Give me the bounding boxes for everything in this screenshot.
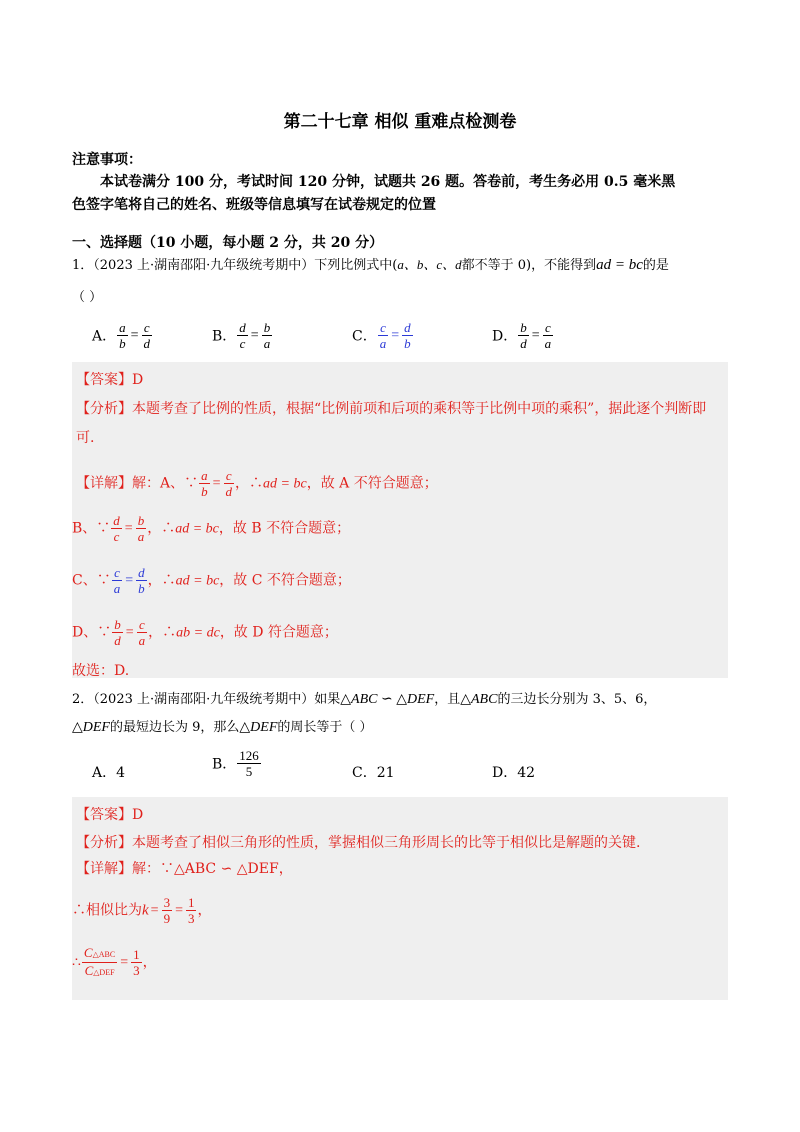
q2-option-a[interactable]	[92, 762, 125, 782]
q2-option-c[interactable]	[352, 762, 395, 782]
q2-detail	[76, 859, 293, 879]
therefore-sign: ，∴	[235, 475, 264, 492]
option-label: D．	[492, 765, 518, 781]
c-sub: △DEF	[93, 968, 115, 977]
therefore-sign: ∴	[72, 954, 81, 971]
option-label: A．	[92, 328, 117, 345]
row-prefix: B、	[72, 520, 97, 537]
q2-number: 2．	[72, 692, 94, 707]
q1-stem-b: 都不等于 0)，不能得到	[461, 258, 597, 273]
frac-num: c	[545, 320, 551, 335]
frac-den: 9	[163, 911, 171, 926]
option-label: D．	[492, 328, 518, 345]
row-prefix: D、	[72, 624, 98, 641]
frac-den: a	[379, 336, 387, 351]
c-symbol: C	[84, 963, 94, 978]
detail-intro: 解：A、∵	[132, 475, 199, 492]
row-tail: ，故 A 不符合题意；	[306, 475, 438, 492]
q1-option-b[interactable]	[212, 320, 273, 351]
q2-sim: △ABC ∽ △DEF	[340, 692, 435, 707]
notes-line2: 色签字笔将自己的姓名、班级等信息填写在试卷规定的位置	[72, 197, 436, 213]
detail-text: 解：∵△ABC ∽ △DEF，	[132, 861, 293, 877]
q2-stem	[72, 690, 656, 710]
frac-num: 1	[187, 895, 195, 910]
option-label: B．	[212, 328, 237, 345]
q2-analysis	[76, 833, 640, 853]
notes-heading: 注意事项：	[72, 152, 142, 168]
q1-conclusion: 故选：D.	[72, 663, 130, 679]
frac-num: c	[143, 320, 150, 335]
frac-num: c	[380, 320, 386, 335]
frac-den: d	[225, 484, 233, 499]
frac-den: a	[544, 336, 552, 351]
q1-vars: a、b、c、d	[397, 257, 462, 272]
eq-sign: =	[391, 327, 400, 343]
eq-sign: =	[250, 327, 259, 343]
detail-tag: 【详解】	[76, 861, 132, 877]
q2-paren: （ ）	[342, 720, 373, 735]
q1-source: （2023 上·湖南邵阳·九年级统考期中）	[93, 258, 315, 273]
q2-tri-def: △DEF	[72, 720, 110, 735]
frac-num: a	[201, 468, 208, 483]
frac-num: c	[225, 468, 232, 483]
q1-analysis	[76, 399, 706, 419]
q2-stem-e: 的周长等于	[277, 720, 343, 735]
c-sub: △ABC	[92, 950, 116, 959]
q2-option-b[interactable]	[212, 748, 262, 779]
eq-sign: =	[125, 572, 134, 588]
frac-den: a	[138, 633, 146, 648]
frac-num: b	[137, 513, 145, 528]
row-tail: ，故 B 不符合题意；	[218, 520, 351, 537]
frac-den: 3	[133, 963, 140, 978]
row-result: ad = bc	[175, 573, 220, 589]
q1-target: ad = bc	[596, 257, 643, 273]
q2-tri-abc: △ABC	[460, 692, 498, 707]
q1-paren: （ ）	[72, 290, 103, 305]
q2-tri-def: △DEF	[239, 720, 278, 735]
q2-stem-line2	[72, 718, 373, 738]
frac-num: b	[263, 320, 271, 335]
row-prefix: C、	[72, 572, 97, 589]
frac-den: a	[137, 529, 145, 544]
eq-sign: =	[212, 475, 221, 491]
frac-num: 3	[163, 895, 171, 910]
because-sign: ∵	[97, 624, 112, 641]
option-text: 4	[116, 765, 126, 781]
comma: ，	[197, 902, 212, 919]
q1-option-a[interactable]	[92, 320, 153, 351]
q2-perimeter-row: ∴ $\frac{\text{C△ABC}}{\text{C△DEF}}$ = $\frac{1}{3}$ ，	[72, 945, 157, 978]
c-symbol: C	[83, 945, 93, 960]
option-label: A．	[92, 765, 117, 781]
q2-stem-a: 如果	[314, 692, 341, 707]
frac-num: d	[404, 320, 411, 335]
q2-ratio-row: ∴相似比为k = $\frac{3}{9}$ = $\frac{1}{3}$ ，	[72, 895, 212, 926]
q1-stem-a: 下列比例式中(	[314, 258, 398, 273]
frac-num: b	[114, 617, 121, 632]
therefore-sign: ，∴	[148, 624, 177, 641]
q2-answer	[76, 805, 143, 825]
eq-sign: =	[125, 624, 134, 640]
analysis-tag: 【分析】	[76, 835, 132, 851]
q1-option-c[interactable]	[352, 320, 414, 351]
frac-num: 126	[239, 748, 259, 763]
frac-den: b	[119, 336, 126, 351]
q1-detail-row-a	[76, 468, 438, 499]
frac-den: a	[113, 581, 121, 596]
row-tail: ，故 C 不符合题意；	[219, 572, 351, 589]
row-result: ad = bc	[175, 521, 219, 537]
q1-option-d[interactable]	[492, 320, 554, 351]
therefore-sign: ，∴	[147, 520, 176, 537]
answer-tag: 【答案】	[76, 372, 132, 388]
frac-den: 3	[187, 911, 195, 926]
q1-answer	[76, 370, 143, 390]
comma: ，	[142, 954, 157, 971]
therefore-sign: ，∴	[147, 572, 176, 589]
option-label: C．	[352, 765, 377, 781]
frac-num: d	[138, 565, 145, 580]
analysis-text: 本题考查了相似三角形的性质，掌握相似三角形周长的比等于相似比是解题的关键.	[132, 835, 641, 851]
q1-number: 1．	[72, 258, 94, 273]
frac-den: c	[239, 336, 246, 351]
q2-stem-c: 的三边长分别为 3、5、6，	[497, 692, 657, 707]
eq-sign: =	[531, 327, 540, 343]
frac-num: 1	[133, 947, 140, 962]
frac-den: b	[404, 336, 411, 351]
ratio-text: 相似比为	[86, 902, 142, 919]
frac-den: a	[263, 336, 271, 351]
frac-den: d	[520, 336, 527, 351]
frac-den: 5	[245, 764, 253, 779]
frac-num: c	[139, 617, 145, 632]
answer-value: D	[132, 372, 144, 388]
frac-den: c	[113, 529, 120, 544]
q2-stem-d: 的最短边长为 9，那么	[109, 720, 240, 735]
row-tail: ，故 D 符合题意；	[219, 624, 338, 641]
frac-den: b	[138, 581, 145, 596]
analysis-tag: 【分析】	[76, 401, 132, 417]
section1-heading: 一、选择题（10 小题，每小题 2 分，共 20 分）	[72, 235, 384, 251]
notes-line1: 本试卷满分 100 分，考试时间 120 分钟，试题共 26 题。答卷前，考生务必用 0.5 毫米黑	[100, 174, 676, 190]
q2-stem-b: ，且	[434, 692, 461, 707]
option-text: 42	[517, 765, 536, 781]
because-sign: ∵	[96, 572, 111, 589]
k-symbol: k	[142, 902, 149, 919]
frac-num: d	[113, 513, 120, 528]
frac-num: b	[520, 320, 527, 335]
answer-tag: 【答案】	[76, 807, 132, 823]
page-title: 第二十七章 相似 重难点检测卷	[283, 112, 517, 132]
q1-stem	[72, 255, 669, 276]
frac-den: d	[143, 336, 151, 351]
answer-value: D	[132, 807, 144, 823]
frac-den: d	[114, 633, 121, 648]
q1-detail-row-c	[72, 565, 351, 596]
q2-source: （2023 上·湖南邵阳·九年级统考期中）	[93, 692, 315, 707]
eq-sign: =	[124, 520, 133, 536]
frac-den: b	[201, 484, 208, 499]
frac-num: c	[114, 565, 120, 580]
option-text: 21	[376, 765, 395, 781]
row-result: ab = dc	[176, 625, 220, 641]
q1-analysis-cont: 可.	[76, 430, 95, 446]
option-label: B．	[212, 756, 237, 773]
because-sign: ∵	[96, 520, 111, 537]
analysis-text: 本题考查了比例的性质，根据“比例前项和后项的乘积等于比例中项的乘积”，据此逐个判断即	[132, 401, 707, 417]
eq-sign: =	[130, 327, 139, 343]
q2-option-d[interactable]	[492, 762, 535, 782]
q1-detail-row-d	[72, 617, 338, 648]
row-result: ad = bc	[263, 476, 307, 492]
option-label: C．	[352, 328, 377, 345]
q1-stem-c: 的是	[642, 258, 669, 273]
q1-detail-row-b	[72, 513, 350, 544]
frac-num: a	[119, 320, 126, 335]
therefore-sign: ∴	[72, 902, 86, 919]
frac-num: d	[239, 320, 246, 335]
detail-tag: 【详解】	[76, 475, 132, 492]
